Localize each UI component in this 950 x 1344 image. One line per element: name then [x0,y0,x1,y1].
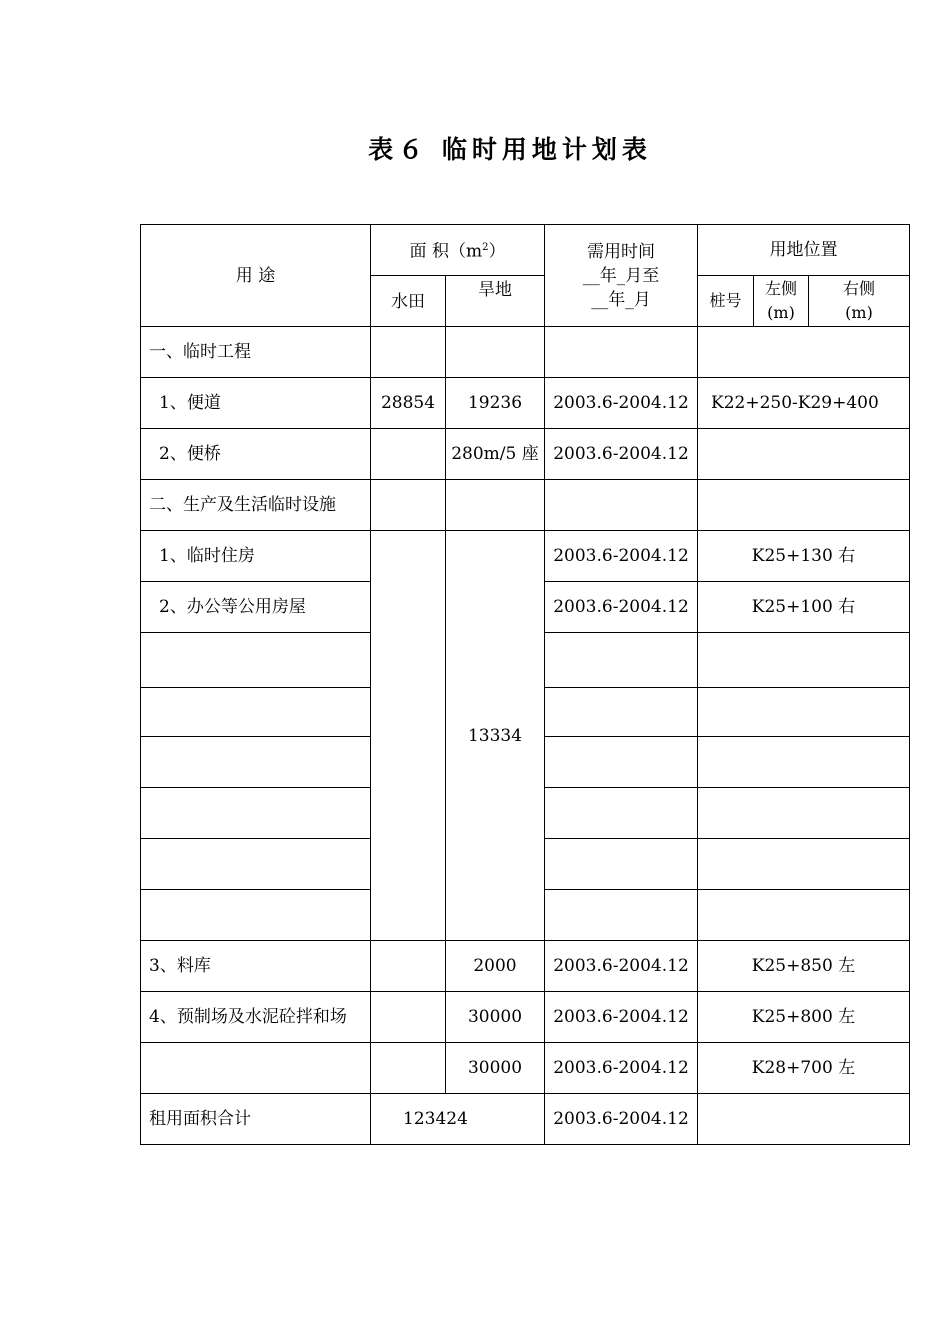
header-dry: 旱地 [446,276,545,327]
table-row [141,327,910,378]
header-paddy: 水田 [371,276,446,327]
row-time: 2003.6-2004.12 [545,941,698,992]
row-purpose: 1、便道 [141,378,371,429]
row-location: K28+700 左 [698,1043,910,1094]
total-area: 123424 [371,1094,545,1145]
header-row-1 [141,225,910,276]
row-location: K25+100 右 [698,582,910,633]
row-purpose: 2、办公等公用房屋 [141,582,371,633]
total-row [141,1094,910,1145]
row-time: 2003.6-2004.12 [545,992,698,1043]
table-row [141,992,910,1043]
header-stake: 桩号 [698,276,754,327]
row-location: K22+250-K29+400 [698,378,910,429]
total-label: 租用面积合计 [141,1094,371,1145]
row-purpose: 二、生产及生活临时设施 [141,480,371,531]
merged-dry: 13334 [446,531,545,941]
header-time: 需用时间 __年_月至 __年_月 [545,225,698,327]
header-purpose: 用 途 [141,225,371,327]
table-row [141,429,910,480]
table-row [141,941,910,992]
header-area: 面 积$(m^2)$ [371,225,545,276]
row-dry: 19236 [446,378,545,429]
header-right: 右侧 (m) [809,276,910,327]
row-paddy: 28854 [371,378,446,429]
row-time: 2003.6-2004.12 [545,378,698,429]
row-purpose: 4、预制场及水泥砼拌和场 [141,992,371,1043]
row-location: K25+850 左 [698,941,910,992]
row-purpose: 1、临时住房 [141,531,371,582]
table-row [141,531,910,582]
row-dry: 280m/5 座 [446,429,545,480]
row-location: K25+800 左 [698,992,910,1043]
row-location: K25+130 右 [698,531,910,582]
row-time: 2003.6-2004.12 [545,531,698,582]
row-time: 2003.6-2004.12 [545,582,698,633]
merged-paddy [371,531,446,941]
row-purpose: 3、料库 [141,941,371,992]
row-purpose: 2、便桥 [141,429,371,480]
row-time: 2003.6-2004.12 [545,429,698,480]
row-dry: 30000 [446,992,545,1043]
row-dry: 2000 [446,941,545,992]
header-left: 左侧 (m) [754,276,809,327]
row-dry: 30000 [446,1043,545,1094]
page-title: 表６ 临时用地计划表 [368,135,652,164]
row-purpose: 一、临时工程 [141,327,371,378]
table-row [141,378,910,429]
row-time: 2003.6-2004.12 [545,1043,698,1094]
table-row [141,1043,910,1094]
land-plan-table [140,224,910,1145]
total-time: 2003.6-2004.12 [545,1094,698,1145]
header-location: 用地位置 [698,225,910,276]
table-row [141,480,910,531]
